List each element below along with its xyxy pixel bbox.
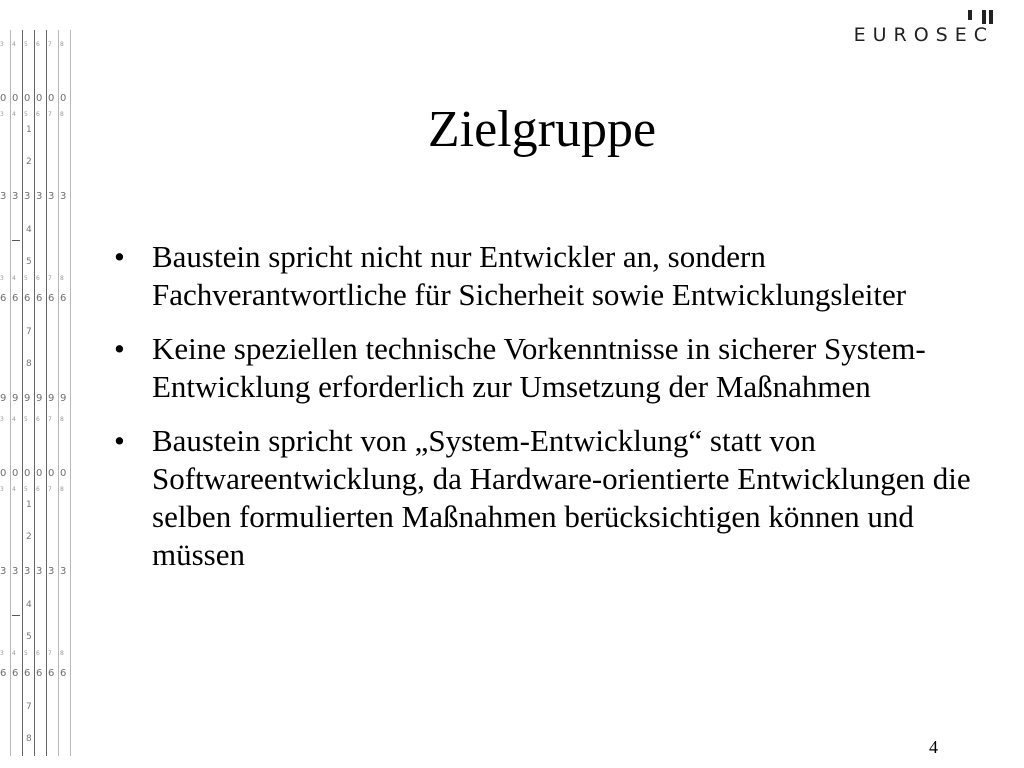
deco-digit: 7: [48, 486, 52, 493]
deco-digit: 6: [36, 416, 40, 423]
deco-digit: 3: [60, 191, 67, 202]
deco-dash: [12, 240, 20, 241]
deco-digit: 3: [48, 566, 55, 577]
deco-digit: 3: [0, 275, 4, 282]
logo-text: EUROSEC: [853, 24, 994, 46]
deco-digit: 4: [26, 600, 32, 610]
slide-title: Zielgruppe: [427, 101, 657, 158]
deco-digit: 7: [48, 275, 52, 282]
deco-digit: 6: [48, 668, 55, 679]
deco-digit: 6: [36, 293, 43, 304]
deco-digit: 9: [60, 393, 67, 404]
deco-digit: 6: [36, 668, 43, 679]
deco-digit: 3: [36, 566, 43, 577]
deco-digit: 0: [24, 468, 31, 479]
deco-digit: 7: [48, 650, 52, 657]
deco-digit: 4: [12, 416, 16, 423]
logo-bars-icon: [968, 10, 998, 24]
deco-digit: 5: [24, 275, 28, 282]
deco-digit: 8: [60, 486, 64, 493]
bullet-text: Baustein spricht nicht nur Entwickler an, sondern Fachverantwortliche für Sicherheit sowie Entwicklungsleiter: [152, 239, 907, 312]
deco-dash: [12, 615, 20, 616]
deco-digit: 3: [24, 566, 31, 577]
deco-digit: 6: [36, 486, 40, 493]
deco-digit: 0: [12, 468, 19, 479]
deco-digit: 6: [12, 668, 19, 679]
deco-digit: 3: [36, 191, 43, 202]
deco-digit: 4: [12, 111, 16, 118]
deco-digit: 2: [26, 157, 32, 167]
bullet-dot: •: [114, 239, 125, 274]
deco-digit: 8: [60, 41, 64, 48]
deco-digit: 3: [24, 191, 31, 202]
deco-digit: 5: [24, 111, 28, 118]
bullet-dot: •: [114, 423, 125, 458]
deco-digit: 6: [48, 293, 55, 304]
deco-digit: 3: [48, 191, 55, 202]
deco-digit: 3: [0, 111, 4, 118]
deco-digit: 8: [26, 734, 32, 744]
deco-digit: 8: [26, 359, 32, 369]
bullet-dot: •: [114, 331, 125, 366]
deco-digit: 7: [26, 702, 32, 712]
deco-digit: 4: [12, 41, 16, 48]
deco-digit: 6: [0, 293, 7, 304]
deco-digit: 3: [12, 566, 19, 577]
deco-digit: 5: [26, 257, 32, 267]
deco-digit: 3: [0, 650, 4, 657]
bullet-item: [112, 422, 982, 574]
deco-digit: 2: [26, 532, 32, 542]
deco-digit: 0: [12, 93, 19, 104]
deco-digit: 3: [0, 416, 4, 423]
deco-digit: 9: [48, 393, 55, 404]
deco-digit: 4: [12, 486, 16, 493]
deco-digit: 9: [0, 393, 7, 404]
deco-digit: 4: [12, 650, 16, 657]
deco-digit: 6: [36, 41, 40, 48]
deco-digit: 1: [26, 125, 32, 135]
deco-digit: 0: [48, 93, 55, 104]
bullet-item: [112, 330, 982, 406]
deco-digit: 7: [48, 41, 52, 48]
deco-digit: 8: [60, 275, 64, 282]
deco-digit: 0: [0, 93, 7, 104]
deco-digit: 5: [24, 486, 28, 493]
deco-digit: 0: [48, 468, 55, 479]
deco-digit: 7: [26, 327, 32, 337]
deco-digit: 5: [24, 416, 28, 423]
eurosec-logo: [848, 10, 998, 50]
deco-digit: 0: [36, 93, 43, 104]
deco-digit: 7: [48, 111, 52, 118]
deco-digit: 3: [0, 41, 4, 48]
page-number: 4: [929, 737, 938, 757]
deco-digit: 3: [0, 486, 4, 493]
deco-digit: 5: [26, 632, 32, 642]
deco-digit: 6: [36, 650, 40, 657]
deco-digit: 9: [24, 393, 31, 404]
deco-digit: 6: [0, 668, 7, 679]
deco-digit: 6: [60, 668, 67, 679]
deco-digit: 3: [12, 191, 19, 202]
deco-digit: 3: [60, 566, 67, 577]
deco-digit: 6: [24, 668, 31, 679]
deco-digit: 1: [26, 500, 32, 510]
deco-digit: 8: [60, 650, 64, 657]
deco-digit: 6: [36, 111, 40, 118]
deco-digit: 0: [60, 93, 67, 104]
bullet-item: [112, 238, 982, 314]
bullet-text: Baustein spricht von „System-Entwicklung“ statt von Softwareentwicklung, da Hardware-orientierte Entwicklungen die selben formulierten Maßnahmen berücksichtigen können und müssen: [152, 423, 971, 572]
deco-digit: 8: [60, 416, 64, 423]
deco-digit: 6: [24, 293, 31, 304]
deco-digit: 0: [36, 468, 43, 479]
deco-digit: 5: [24, 650, 28, 657]
bullet-list: [112, 238, 982, 590]
deco-digit: 9: [12, 393, 19, 404]
deco-digit: 4: [26, 225, 32, 235]
deco-digit: 6: [12, 293, 19, 304]
deco-digit: 6: [36, 275, 40, 282]
bullet-text: Keine speziellen technische Vorkenntnisse in sicherer System-Entwicklung erforderlich zur Umsetzung der Maßnahmen: [152, 331, 926, 404]
deco-digit: 0: [60, 468, 67, 479]
deco-digit: 9: [36, 393, 43, 404]
deco-digit: 6: [60, 293, 67, 304]
deco-digit: 0: [0, 468, 7, 479]
deco-digit: 4: [12, 275, 16, 282]
deco-digit: 0: [24, 93, 31, 104]
deco-digit: 3: [0, 191, 7, 202]
deco-digit: 7: [48, 416, 52, 423]
deco-digit: 8: [60, 111, 64, 118]
deco-digit: 5: [24, 41, 28, 48]
deco-digit: 3: [0, 566, 7, 577]
